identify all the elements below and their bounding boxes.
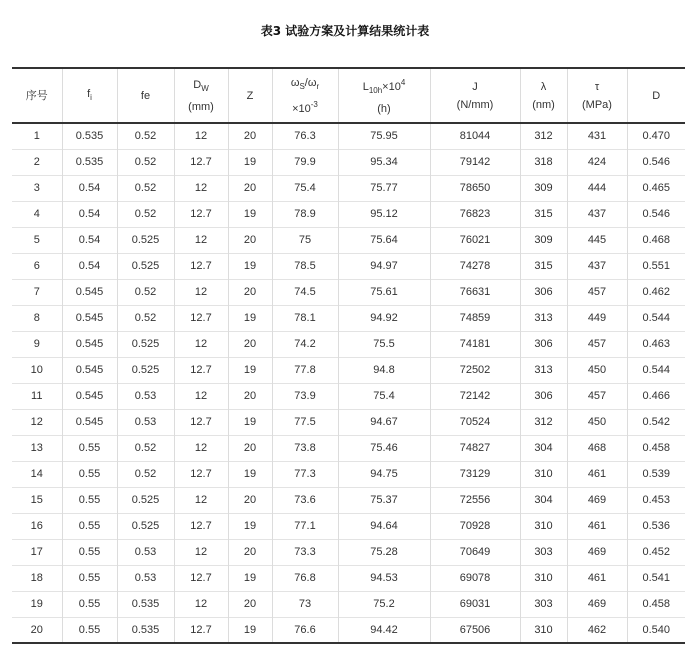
cell-omega-ratio: 78.5 bbox=[272, 253, 338, 279]
cell-j: 67506 bbox=[430, 617, 520, 643]
cell-omega-ratio: 78.9 bbox=[272, 201, 338, 227]
cell-z: 20 bbox=[228, 435, 272, 461]
cell-seq: 17 bbox=[12, 539, 62, 565]
cell-z: 19 bbox=[228, 253, 272, 279]
cell-lambda: 306 bbox=[520, 331, 567, 357]
cell-seq: 9 bbox=[12, 331, 62, 357]
cell-lambda: 310 bbox=[520, 565, 567, 591]
cell-tau: 445 bbox=[567, 227, 627, 253]
cell-omega-ratio: 74.5 bbox=[272, 279, 338, 305]
cell-life: 75.37 bbox=[338, 487, 430, 513]
table-row bbox=[12, 123, 685, 149]
cell-fi: 0.545 bbox=[62, 331, 117, 357]
results-table bbox=[12, 67, 685, 644]
cell-dw: 12.7 bbox=[174, 357, 228, 383]
header-life: $L_{10h}\times 10^4$ (h) bbox=[338, 68, 430, 123]
cell-dw: 12.7 bbox=[174, 513, 228, 539]
cell-tau: 462 bbox=[567, 617, 627, 643]
table-caption: 表3 试验方案及计算结果统计表 bbox=[260, 24, 430, 38]
table-row bbox=[12, 201, 685, 227]
table-row bbox=[12, 487, 685, 513]
table-row bbox=[12, 227, 685, 253]
cell-lambda: 303 bbox=[520, 591, 567, 617]
cell-omega-ratio: 77.3 bbox=[272, 461, 338, 487]
header-dw: $D_W$ (mm) bbox=[174, 68, 228, 123]
cell-life: 75.77 bbox=[338, 175, 430, 201]
cell-z: 19 bbox=[228, 305, 272, 331]
cell-life: 94.97 bbox=[338, 253, 430, 279]
cell-fe: 0.53 bbox=[117, 383, 174, 409]
cell-seq: 20 bbox=[12, 617, 62, 643]
cell-d: 0.546 bbox=[627, 201, 685, 227]
cell-j: 76631 bbox=[430, 279, 520, 305]
cell-d: 0.540 bbox=[627, 617, 685, 643]
header-j: J (N/mm) bbox=[430, 68, 520, 123]
cell-tau: 469 bbox=[567, 487, 627, 513]
cell-z: 19 bbox=[228, 513, 272, 539]
cell-d: 0.539 bbox=[627, 461, 685, 487]
cell-z: 20 bbox=[228, 175, 272, 201]
cell-fe: 0.52 bbox=[117, 201, 174, 227]
cell-life: 75.95 bbox=[338, 123, 430, 149]
cell-fe: 0.525 bbox=[117, 253, 174, 279]
cell-lambda: 303 bbox=[520, 539, 567, 565]
cell-fi: 0.55 bbox=[62, 461, 117, 487]
cell-lambda: 318 bbox=[520, 149, 567, 175]
cell-z: 20 bbox=[228, 591, 272, 617]
cell-d: 0.536 bbox=[627, 513, 685, 539]
cell-z: 20 bbox=[228, 279, 272, 305]
cell-tau: 457 bbox=[567, 383, 627, 409]
cell-tau: 461 bbox=[567, 513, 627, 539]
cell-seq: 11 bbox=[12, 383, 62, 409]
cell-omega-ratio: 73.9 bbox=[272, 383, 338, 409]
cell-fi: 0.545 bbox=[62, 279, 117, 305]
cell-lambda: 315 bbox=[520, 253, 567, 279]
cell-dw: 12 bbox=[174, 279, 228, 305]
cell-seq: 12 bbox=[12, 409, 62, 435]
cell-d: 0.542 bbox=[627, 409, 685, 435]
cell-fe: 0.52 bbox=[117, 279, 174, 305]
cell-dw: 12 bbox=[174, 331, 228, 357]
cell-fe: 0.52 bbox=[117, 175, 174, 201]
cell-fi: 0.545 bbox=[62, 357, 117, 383]
cell-fe: 0.525 bbox=[117, 487, 174, 513]
cell-d: 0.544 bbox=[627, 305, 685, 331]
header-fe: fe bbox=[117, 68, 174, 123]
cell-dw: 12 bbox=[174, 227, 228, 253]
cell-life: 95.12 bbox=[338, 201, 430, 227]
cell-dw: 12 bbox=[174, 539, 228, 565]
header-z: Z bbox=[228, 68, 272, 123]
cell-dw: 12 bbox=[174, 591, 228, 617]
cell-z: 19 bbox=[228, 617, 272, 643]
cell-fe: 0.525 bbox=[117, 513, 174, 539]
cell-life: 75.46 bbox=[338, 435, 430, 461]
cell-omega-ratio: 75.4 bbox=[272, 175, 338, 201]
cell-fi: 0.535 bbox=[62, 123, 117, 149]
cell-tau: 450 bbox=[567, 357, 627, 383]
cell-tau: 424 bbox=[567, 149, 627, 175]
cell-fi: 0.55 bbox=[62, 513, 117, 539]
table-row bbox=[12, 435, 685, 461]
cell-lambda: 315 bbox=[520, 201, 567, 227]
cell-d: 0.453 bbox=[627, 487, 685, 513]
cell-j: 74827 bbox=[430, 435, 520, 461]
cell-omega-ratio: 73.3 bbox=[272, 539, 338, 565]
cell-life: 75.2 bbox=[338, 591, 430, 617]
cell-omega-ratio: 76.8 bbox=[272, 565, 338, 591]
cell-lambda: 304 bbox=[520, 435, 567, 461]
cell-j: 79142 bbox=[430, 149, 520, 175]
cell-d: 0.452 bbox=[627, 539, 685, 565]
cell-tau: 461 bbox=[567, 565, 627, 591]
cell-life: 94.75 bbox=[338, 461, 430, 487]
cell-fi: 0.55 bbox=[62, 591, 117, 617]
table-row bbox=[12, 175, 685, 201]
cell-d: 0.466 bbox=[627, 383, 685, 409]
cell-z: 19 bbox=[228, 149, 272, 175]
cell-fe: 0.52 bbox=[117, 461, 174, 487]
cell-j: 72142 bbox=[430, 383, 520, 409]
table-row bbox=[12, 617, 685, 643]
table-row bbox=[12, 565, 685, 591]
table-row bbox=[12, 461, 685, 487]
cell-seq: 15 bbox=[12, 487, 62, 513]
cell-z: 19 bbox=[228, 409, 272, 435]
cell-omega-ratio: 77.1 bbox=[272, 513, 338, 539]
cell-life: 75.61 bbox=[338, 279, 430, 305]
cell-seq: 16 bbox=[12, 513, 62, 539]
cell-z: 20 bbox=[228, 331, 272, 357]
cell-lambda: 309 bbox=[520, 227, 567, 253]
cell-d: 0.544 bbox=[627, 357, 685, 383]
cell-d: 0.458 bbox=[627, 591, 685, 617]
cell-life: 75.4 bbox=[338, 383, 430, 409]
cell-tau: 444 bbox=[567, 175, 627, 201]
table-body bbox=[12, 123, 685, 643]
cell-fe: 0.535 bbox=[117, 591, 174, 617]
cell-dw: 12 bbox=[174, 383, 228, 409]
cell-j: 73129 bbox=[430, 461, 520, 487]
cell-dw: 12.7 bbox=[174, 253, 228, 279]
cell-z: 19 bbox=[228, 201, 272, 227]
cell-omega-ratio: 75 bbox=[272, 227, 338, 253]
table-row bbox=[12, 409, 685, 435]
cell-fi: 0.54 bbox=[62, 201, 117, 227]
cell-life: 75.5 bbox=[338, 331, 430, 357]
cell-z: 20 bbox=[228, 539, 272, 565]
cell-dw: 12.7 bbox=[174, 409, 228, 435]
cell-fi: 0.545 bbox=[62, 383, 117, 409]
cell-d: 0.551 bbox=[627, 253, 685, 279]
cell-dw: 12.7 bbox=[174, 461, 228, 487]
cell-z: 19 bbox=[228, 357, 272, 383]
cell-seq: 18 bbox=[12, 565, 62, 591]
cell-life: 94.42 bbox=[338, 617, 430, 643]
cell-fe: 0.52 bbox=[117, 123, 174, 149]
cell-omega-ratio: 73.8 bbox=[272, 435, 338, 461]
cell-omega-ratio: 78.1 bbox=[272, 305, 338, 331]
header-tau: τ (MPa) bbox=[567, 68, 627, 123]
cell-d: 0.458 bbox=[627, 435, 685, 461]
cell-tau: 469 bbox=[567, 539, 627, 565]
cell-lambda: 304 bbox=[520, 487, 567, 513]
cell-lambda: 312 bbox=[520, 409, 567, 435]
cell-tau: 431 bbox=[567, 123, 627, 149]
cell-tau: 457 bbox=[567, 279, 627, 305]
cell-j: 70524 bbox=[430, 409, 520, 435]
header-omega-ratio: $\omega_S/\omega_r$ $\times 10^{-3}$ bbox=[272, 68, 338, 123]
cell-fe: 0.53 bbox=[117, 409, 174, 435]
header-d: D bbox=[627, 68, 685, 123]
cell-dw: 12.7 bbox=[174, 305, 228, 331]
cell-d: 0.470 bbox=[627, 123, 685, 149]
cell-seq: 19 bbox=[12, 591, 62, 617]
table-row bbox=[12, 513, 685, 539]
cell-seq: 7 bbox=[12, 279, 62, 305]
cell-lambda: 312 bbox=[520, 123, 567, 149]
cell-dw: 12.7 bbox=[174, 149, 228, 175]
cell-fi: 0.55 bbox=[62, 539, 117, 565]
cell-dw: 12.7 bbox=[174, 565, 228, 591]
table-row bbox=[12, 253, 685, 279]
cell-j: 74859 bbox=[430, 305, 520, 331]
cell-tau: 437 bbox=[567, 253, 627, 279]
table-row bbox=[12, 357, 685, 383]
cell-dw: 12 bbox=[174, 435, 228, 461]
cell-d: 0.463 bbox=[627, 331, 685, 357]
cell-d: 0.546 bbox=[627, 149, 685, 175]
cell-j: 74278 bbox=[430, 253, 520, 279]
cell-omega-ratio: 77.5 bbox=[272, 409, 338, 435]
cell-j: 69031 bbox=[430, 591, 520, 617]
cell-j: 76021 bbox=[430, 227, 520, 253]
cell-tau: 457 bbox=[567, 331, 627, 357]
table-row bbox=[12, 539, 685, 565]
cell-fi: 0.54 bbox=[62, 227, 117, 253]
cell-fi: 0.55 bbox=[62, 617, 117, 643]
table-row bbox=[12, 383, 685, 409]
cell-fi: 0.55 bbox=[62, 435, 117, 461]
cell-lambda: 309 bbox=[520, 175, 567, 201]
cell-life: 94.92 bbox=[338, 305, 430, 331]
cell-d: 0.468 bbox=[627, 227, 685, 253]
cell-lambda: 310 bbox=[520, 617, 567, 643]
cell-lambda: 310 bbox=[520, 513, 567, 539]
cell-lambda: 310 bbox=[520, 461, 567, 487]
cell-fe: 0.525 bbox=[117, 357, 174, 383]
cell-seq: 10 bbox=[12, 357, 62, 383]
header-lambda: λ (nm) bbox=[520, 68, 567, 123]
header-seq: 序号 bbox=[12, 68, 62, 123]
cell-seq: 2 bbox=[12, 149, 62, 175]
cell-z: 20 bbox=[228, 227, 272, 253]
table-row bbox=[12, 331, 685, 357]
cell-life: 75.64 bbox=[338, 227, 430, 253]
cell-j: 70928 bbox=[430, 513, 520, 539]
cell-tau: 450 bbox=[567, 409, 627, 435]
cell-lambda: 306 bbox=[520, 279, 567, 305]
cell-fe: 0.53 bbox=[117, 539, 174, 565]
cell-dw: 12.7 bbox=[174, 201, 228, 227]
cell-seq: 8 bbox=[12, 305, 62, 331]
cell-j: 74181 bbox=[430, 331, 520, 357]
table-row bbox=[12, 591, 685, 617]
cell-tau: 461 bbox=[567, 461, 627, 487]
cell-life: 94.67 bbox=[338, 409, 430, 435]
cell-life: 95.34 bbox=[338, 149, 430, 175]
cell-seq: 4 bbox=[12, 201, 62, 227]
cell-dw: 12 bbox=[174, 487, 228, 513]
cell-j: 81044 bbox=[430, 123, 520, 149]
cell-j: 78650 bbox=[430, 175, 520, 201]
cell-fe: 0.53 bbox=[117, 565, 174, 591]
cell-d: 0.541 bbox=[627, 565, 685, 591]
cell-seq: 13 bbox=[12, 435, 62, 461]
cell-dw: 12 bbox=[174, 175, 228, 201]
cell-tau: 437 bbox=[567, 201, 627, 227]
cell-fe: 0.52 bbox=[117, 149, 174, 175]
cell-omega-ratio: 76.6 bbox=[272, 617, 338, 643]
table-row bbox=[12, 305, 685, 331]
cell-z: 19 bbox=[228, 461, 272, 487]
cell-fe: 0.52 bbox=[117, 305, 174, 331]
cell-seq: 6 bbox=[12, 253, 62, 279]
cell-fe: 0.525 bbox=[117, 227, 174, 253]
cell-dw: 12.7 bbox=[174, 617, 228, 643]
cell-j: 72556 bbox=[430, 487, 520, 513]
table-row bbox=[12, 279, 685, 305]
cell-life: 94.64 bbox=[338, 513, 430, 539]
cell-fe: 0.525 bbox=[117, 331, 174, 357]
cell-fi: 0.55 bbox=[62, 565, 117, 591]
cell-fe: 0.52 bbox=[117, 435, 174, 461]
cell-life: 94.53 bbox=[338, 565, 430, 591]
cell-fi: 0.55 bbox=[62, 487, 117, 513]
cell-j: 76823 bbox=[430, 201, 520, 227]
cell-omega-ratio: 79.9 bbox=[272, 149, 338, 175]
cell-seq: 1 bbox=[33, 130, 40, 143]
cell-omega-ratio: 73 bbox=[272, 591, 338, 617]
table-row bbox=[12, 149, 685, 175]
cell-j: 70649 bbox=[430, 539, 520, 565]
cell-d: 0.465 bbox=[627, 175, 685, 201]
cell-j: 72502 bbox=[430, 357, 520, 383]
cell-fe: 0.535 bbox=[117, 617, 174, 643]
cell-lambda: 306 bbox=[520, 383, 567, 409]
cell-tau: 469 bbox=[567, 591, 627, 617]
cell-dw: 12 bbox=[174, 123, 228, 149]
cell-fi: 0.545 bbox=[62, 305, 117, 331]
cell-d: 0.462 bbox=[627, 279, 685, 305]
cell-tau: 468 bbox=[567, 435, 627, 461]
cell-fi: 0.54 bbox=[62, 253, 117, 279]
cell-z: 20 bbox=[228, 487, 272, 513]
cell-seq: 14 bbox=[12, 461, 62, 487]
cell-omega-ratio: 76.3 bbox=[272, 123, 338, 149]
cell-lambda: 313 bbox=[520, 357, 567, 383]
cell-z: 20 bbox=[228, 383, 272, 409]
header-row bbox=[12, 68, 685, 123]
cell-fi: 0.535 bbox=[62, 149, 117, 175]
cell-j: 69078 bbox=[430, 565, 520, 591]
cell-seq: 3 bbox=[12, 175, 62, 201]
cell-life: 75.28 bbox=[338, 539, 430, 565]
cell-seq: 5 bbox=[12, 227, 62, 253]
cell-z: 20 bbox=[228, 123, 272, 149]
cell-tau: 449 bbox=[567, 305, 627, 331]
cell-z: 19 bbox=[228, 565, 272, 591]
cell-omega-ratio: 74.2 bbox=[272, 331, 338, 357]
cell-fi: 0.54 bbox=[62, 175, 117, 201]
cell-life: 94.8 bbox=[338, 357, 430, 383]
header-fi: $f_i$ bbox=[62, 68, 117, 123]
cell-fi: 0.545 bbox=[62, 409, 117, 435]
cell-omega-ratio: 73.6 bbox=[272, 487, 338, 513]
cell-lambda: 313 bbox=[520, 305, 567, 331]
cell-omega-ratio: 77.8 bbox=[272, 357, 338, 383]
